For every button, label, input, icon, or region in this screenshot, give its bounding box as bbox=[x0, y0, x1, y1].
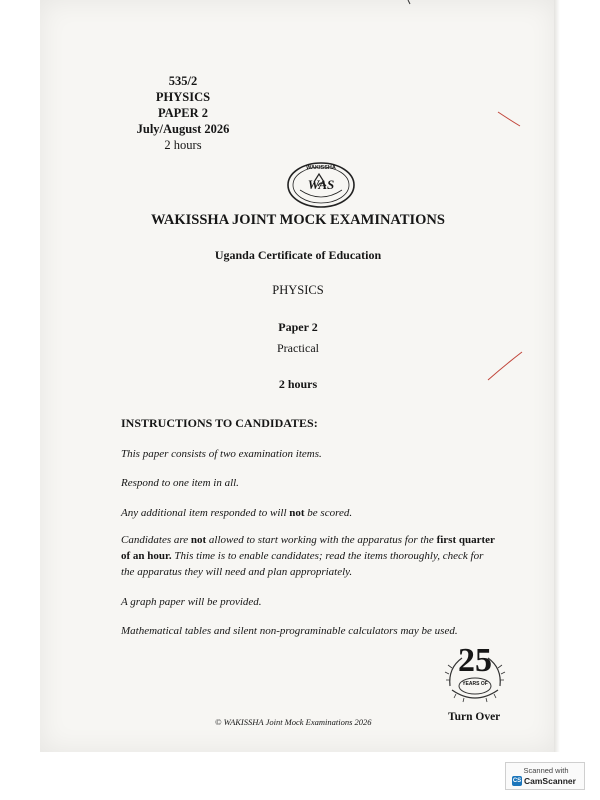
watermark-line-2: CamScanner bbox=[524, 776, 576, 786]
header-paper: PAPER 2 bbox=[157, 106, 209, 120]
instruction-3-part-c: be scored. bbox=[304, 507, 353, 519]
subject-name: PHYSICS bbox=[272, 283, 324, 297]
paper-type: Practical bbox=[277, 341, 319, 355]
logo-initials: WAS bbox=[307, 177, 335, 192]
instruction-6: Mathematical tables and silent non-programinable calculators may be used. bbox=[121, 625, 458, 637]
instruction-5: A graph paper will be provided. bbox=[121, 596, 262, 608]
anniversary-text: YEARS OF bbox=[462, 681, 488, 687]
header-duration: 2 hours bbox=[164, 138, 202, 152]
anniversary-badge bbox=[440, 644, 510, 708]
instructions-heading: INSTRUCTIONS TO CANDIDATES: bbox=[121, 416, 318, 430]
anniversary-number: 25 bbox=[458, 642, 492, 679]
header-session: July/August 2026 bbox=[136, 122, 230, 136]
instruction-4-part-g: the apparatus they will need and plan appropriately. bbox=[121, 566, 353, 578]
camscanner-logo-icon: CS bbox=[512, 778, 522, 784]
turn-over-label: Turn Over bbox=[448, 711, 501, 723]
copyright-notice: © WAKISSHA Joint Mock Examinations 2026 bbox=[215, 717, 372, 727]
instruction-1: This paper consists of two examination items. bbox=[121, 448, 322, 460]
instruction-2: Respond to one item in all. bbox=[121, 477, 239, 489]
header-subject: PHYSICS bbox=[155, 90, 211, 104]
logo-text: WAKISSHA bbox=[306, 165, 336, 171]
instruction-4-part-f: This time is to enable candidates; read the items thoroughly, check for bbox=[171, 550, 484, 562]
instruction-3-part-a: Any additional item responded to will bbox=[121, 507, 290, 519]
watermark-line-1: Scanned with bbox=[523, 766, 569, 775]
instruction-4-part-a: Candidates are bbox=[121, 534, 191, 546]
duration-label: 2 hours bbox=[278, 377, 318, 391]
instruction-4-part-c: allowed to start working with the apparatus for the bbox=[206, 534, 437, 546]
instruction-4-emphasis-hour: of an hour. bbox=[121, 550, 172, 562]
paper-label: Paper 2 bbox=[278, 320, 318, 334]
instruction-3 bbox=[121, 505, 352, 521]
instruction-4-emphasis-not: not bbox=[190, 534, 207, 546]
exam-title: WAKISSHA JOINT MOCK EXAMINATIONS bbox=[151, 212, 445, 228]
paper-code: 535/2 bbox=[168, 74, 198, 88]
wakissha-logo bbox=[286, 160, 356, 210]
instruction-3-emphasis: not bbox=[289, 507, 305, 519]
camscanner-watermark bbox=[505, 762, 585, 790]
instruction-4 bbox=[121, 532, 521, 580]
certificate-name: Uganda Certificate of Education bbox=[214, 248, 382, 262]
instruction-4-emphasis-quarter: first quarter bbox=[436, 534, 495, 546]
